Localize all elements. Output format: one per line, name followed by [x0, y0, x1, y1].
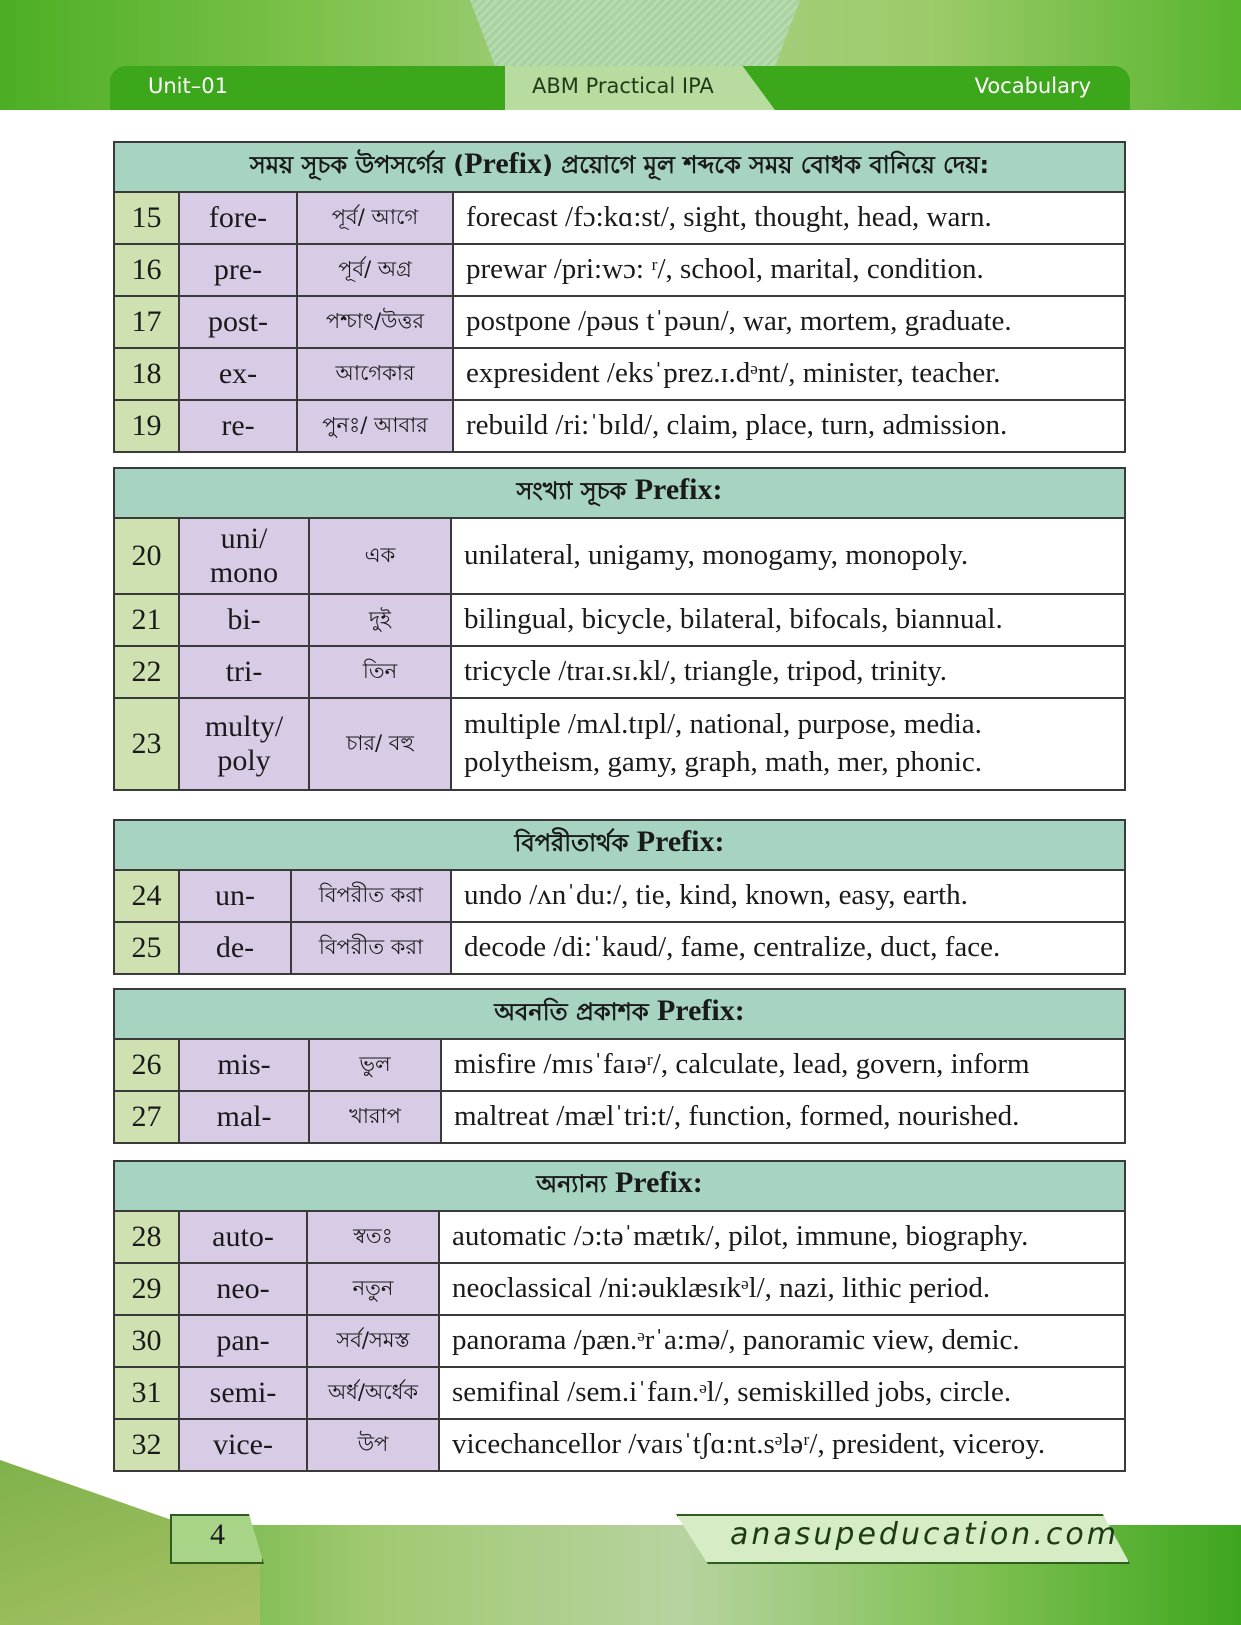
number-prefix-table [113, 467, 1126, 791]
website-name: anasupeducation.com [730, 1517, 1119, 1552]
table-row: 26 mis- ভুল misfire /mɪsˈfaɪəʳ/, calculate, lead, govern, inform [114, 1039, 1125, 1091]
table-row: 27 mal- খারাপ maltreat /mælˈtri:t/, function, formed, nourished. [114, 1091, 1125, 1143]
table-row: 21 bi- দুই bilingual, bicycle, bilateral, bifocals, biannual. [114, 594, 1125, 646]
table-row: 28 auto- স্বতঃ automatic /ɔ:təˈmætɪk/, pilot, immune, biography. [114, 1211, 1125, 1263]
time-prefix-table [113, 141, 1126, 453]
table-row: 20 uni/ mono এক unilateral, unigamy, monogamy, monopoly. [114, 518, 1125, 594]
header-title: ABM Practical IPA [532, 74, 714, 98]
table-header: অবনতি প্রকাশক Prefix: [114, 989, 1125, 1039]
table-row: 30 pan- সর্ব/সমস্ত panorama /pæn.ᵊrˈa:mə/, panoramic view, demic. [114, 1315, 1125, 1367]
table-header: বিপরীতার্থক Prefix: [114, 820, 1125, 870]
header-section: Vocabulary [974, 74, 1091, 98]
table-row: 18 ex- আগেকার expresident /eksˈprez.ɪ.dᵊnt/, minister, teacher. [114, 348, 1125, 400]
table-row: 15 fore- পূর্ব/ আগে forecast /fɔ:kɑ:st/, sight, thought, head, warn. [114, 192, 1125, 244]
table-row: 32 vice- উপ vicechancellor /vaɪsˈtʃɑ:nt.sᵊləʳ/, president, viceroy. [114, 1419, 1125, 1471]
page-number: 4 [210, 1518, 225, 1551]
header-unit: Unit–01 [148, 74, 228, 98]
table-row: 17 post- পশ্চাৎ/উত্তর postpone /pəus tˈpəun/, war, mortem, graduate. [114, 296, 1125, 348]
table-row: 19 re- পুনঃ/ আবার rebuild /ri:ˈbɪld/, claim, place, turn, admission. [114, 400, 1125, 452]
opposite-prefix-table [113, 819, 1126, 975]
table-row: 22 tri- তিন tricycle /traɪ.sɪ.kl/, triangle, tripod, trinity. [114, 646, 1125, 698]
degradation-prefix-table [113, 988, 1126, 1144]
table-header: অন্যান্য Prefix: [114, 1161, 1125, 1211]
header-stripe-decoration [470, 0, 800, 70]
table-row: 25 de- বিপরীত করা decode /di:ˈkaud/, fame, centralize, duct, face. [114, 922, 1125, 974]
table-row: 24 un- বিপরীত করা undo /ʌnˈdu:/, tie, kind, known, easy, earth. [114, 870, 1125, 922]
table-row: 31 semi- অর্ধ/অর্ধেক semifinal /sem.iˈfaɪn.ᵊl/, semiskilled jobs, circle. [114, 1367, 1125, 1419]
table-row: 29 neo- নতুন neoclassical /ni:əuklæsɪkᵊl/, nazi, lithic period. [114, 1263, 1125, 1315]
table-header: সময় সূচক উপসর্গের (Prefix) প্রয়োগে মূল শব্দকে সময় বোধক বানিয়ে দেয়: [114, 142, 1125, 192]
table-row: 16 pre- পূর্ব/ অগ্র prewar /pri:wɔ: ʳ/, school, marital, condition. [114, 244, 1125, 296]
table-row: 23 multy/ poly চার/ বহু multiple /mʌl.tɪpl/, national, purpose, media. polytheism, gamy, graph, math, mer, phonic. [114, 698, 1125, 790]
other-prefix-table [113, 1160, 1126, 1472]
table-header: সংখ্যা সূচক Prefix: [114, 468, 1125, 518]
